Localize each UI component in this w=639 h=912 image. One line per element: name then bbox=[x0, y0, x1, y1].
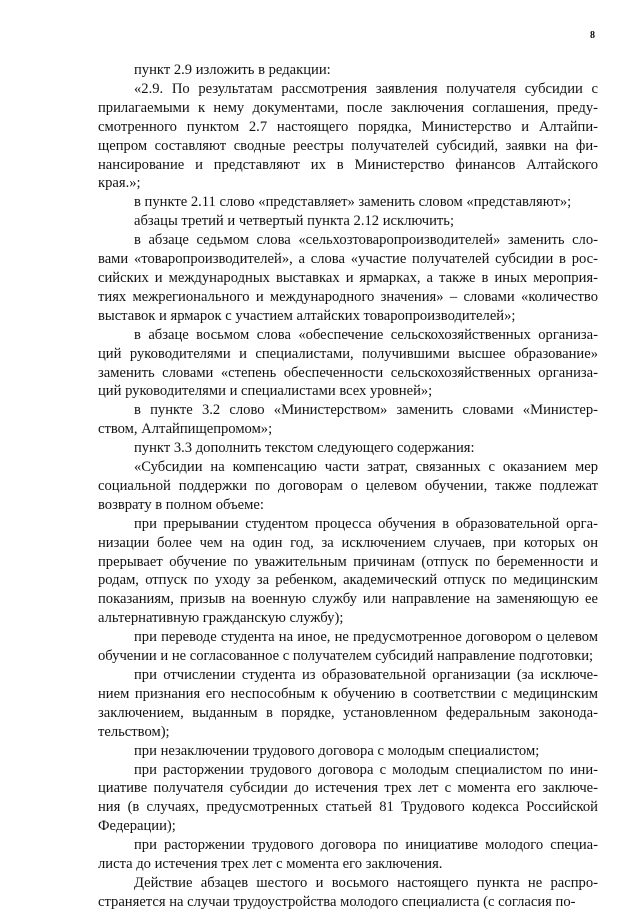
paragraph-12-line-1: при отчислении студента из образовательной организации (за исключе- bbox=[134, 667, 598, 683]
paragraph-7-line-2: ством, Алтайпищепромом»; bbox=[98, 421, 273, 438]
paragraph-2-line-5: нансирование и представляют их в Министерство финансов Алтайского bbox=[98, 156, 598, 173]
paragraph-10-line-3: прерывает обучение по уважительным причинам (отпуск по беременности и bbox=[98, 553, 598, 570]
paragraph-5-line-1: в абзаце седьмом слова «сельхозтоваропроизводителей» заменить сло- bbox=[134, 232, 598, 249]
paragraph-11-line-1: при переводе студента на иное, не предусмотренное договором о целевом bbox=[134, 629, 598, 646]
paragraph-14-line-4: Федерации); bbox=[98, 818, 176, 835]
paragraph-10-line-5: показаниям, призыв на военную службу или направление на заменяющую ее bbox=[98, 591, 598, 608]
paragraph-12-line-3: заключением, выданным в порядке, установленном федеральным законода- bbox=[98, 704, 598, 721]
paragraph-6-line-1: в абзаце восьмом слова «обеспечение сельскохозяйственных организа- bbox=[134, 326, 598, 343]
paragraph-4-line-1: абзацы третий и четвертый пункта 2.12 исключить; bbox=[134, 213, 454, 230]
paragraph-2-line-1: «2.9. По результатам рассмотрения заявления получателя субсидии с bbox=[134, 80, 598, 97]
paragraph-6-line-3: заменить словами «степень обеспеченности сельскохозяйственных организа- bbox=[98, 364, 598, 381]
paragraph-6-line-4: ций руководителями и специалистами всех уровней»; bbox=[98, 383, 433, 400]
paragraph-2-line-6: края.»; bbox=[98, 175, 141, 192]
paragraph-10-line-1: при прерывании студентом процесса обучения в образовательной орга- bbox=[134, 515, 598, 532]
document-body bbox=[98, 61, 598, 912]
paragraph-14-line-2: циативе получателя субсидии до истечения трех лет с момента его заключе- bbox=[98, 780, 598, 797]
paragraph-16-line-2: страняется на случаи трудоустройства молодого специалиста (с согласия по- bbox=[98, 893, 576, 910]
paragraph-13-line-1: при незаключении трудового договора с молодым специалистом; bbox=[134, 742, 540, 759]
paragraph-5-line-2: вами «товаропроизводителей», а слова «участие получателей субсидии в рос- bbox=[98, 251, 598, 268]
paragraph-14-line-3: ния (в случаях, предусмотренных статьей 81 Трудового кодекса Российской bbox=[98, 799, 598, 816]
paragraph-15-line-1: при расторжении трудового договора по инициативе молодого специа- bbox=[134, 837, 598, 854]
paragraph-9-line-3: возврату в полном объеме: bbox=[98, 496, 264, 513]
paragraph-2-line-4: щепром составляют сводные реестры получателей субсидий, заявки на фи- bbox=[98, 137, 598, 154]
page-number: 8 bbox=[590, 30, 595, 41]
paragraph-2-line-3: смотренного пунктом 2.7 настоящего порядка, Министерство и Алтайпи- bbox=[98, 118, 598, 135]
paragraph-5-line-4: тиях межрегионального и международного значения» – словами «количество bbox=[98, 288, 598, 305]
paragraph-10-line-2: низации более чем на один год, за исключением случаев, при которых он bbox=[98, 534, 598, 551]
paragraph-9-line-1: «Субсидии на компенсацию части затрат, связанных с оказанием мер bbox=[134, 459, 598, 476]
paragraph-16-line-1: Действие абзацев шестого и восьмого настоящего пункта не распро- bbox=[134, 874, 598, 891]
paragraph-7-line-1: в пункте 3.2 слово «Министерством» заменить словами «Министер- bbox=[134, 402, 598, 419]
paragraph-2-line-2: прилагаемыми к нему документами, после заключения соглашения, преду- bbox=[98, 99, 598, 116]
paragraph-10-line-6: альтернативную гражданскую службу); bbox=[98, 610, 344, 627]
paragraph-3-line-1: в пункте 2.11 слово «представляет» заменить словом «представляют»; bbox=[134, 194, 572, 211]
paragraph-12-line-4: тельством); bbox=[98, 723, 170, 740]
paragraph-6-line-2: ций руководителями и специалистами, получившими высшее образование» bbox=[98, 345, 598, 362]
paragraph-8-line-1: пункт 3.3 дополнить текстом следующего содержания: bbox=[134, 440, 475, 457]
paragraph-12-line-2: нием признания его неспособным к обучению в соответствии с медицинским bbox=[98, 685, 598, 702]
paragraph-11-line-2: обучении и не согласованное с получателем субсидий направление подготовки; bbox=[98, 648, 594, 665]
paragraph-5-line-5: выставок и ярмарок с участием алтайских товаропроизводителей»; bbox=[98, 307, 516, 324]
paragraph-1-line-1: пункт 2.9 изложить в редакции: bbox=[134, 62, 331, 78]
paragraph-10-line-4: родам, отпуск по уходу за ребенком, академический отпуск по медицинским bbox=[98, 572, 598, 589]
paragraph-9-line-2: социальной поддержки по договорам о целевом обучении, также подлежат bbox=[98, 477, 598, 494]
paragraph-5-line-3: сийских и международных выставках и ярмарках, а также в иных мероприя- bbox=[98, 269, 598, 286]
paragraph-15-line-2: листа до истечения трех лет с момента его заключения. bbox=[98, 856, 443, 873]
paragraph-14-line-1: при расторжении трудового договора с молодым специалистом по ини- bbox=[134, 761, 598, 778]
